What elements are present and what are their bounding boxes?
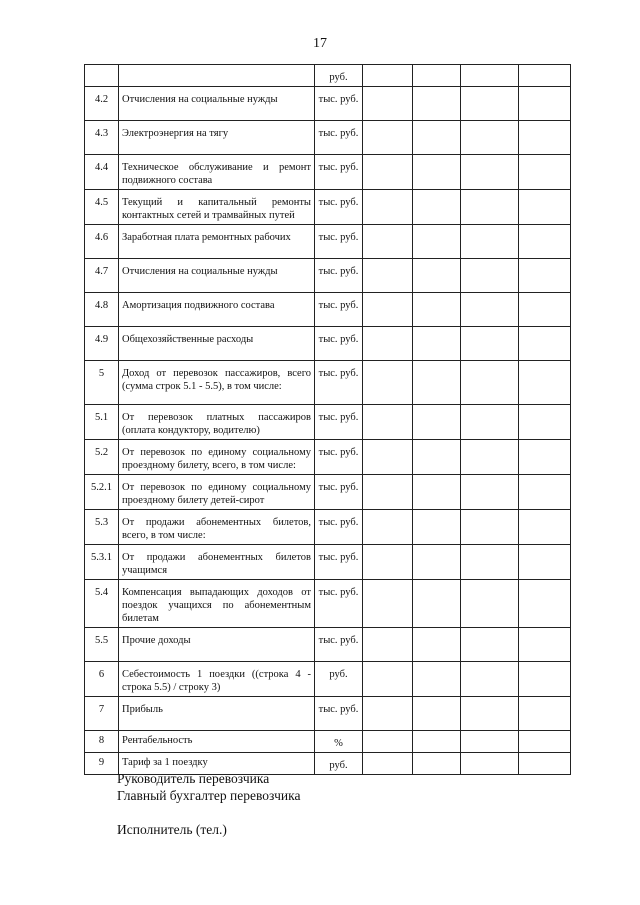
value-cell <box>413 475 461 510</box>
row-unit-cell: тыс. руб. <box>315 225 363 259</box>
value-cell <box>519 293 571 327</box>
table-row <box>85 440 571 475</box>
table-row <box>85 662 571 697</box>
row-name-cell: Текущий и капитальный ремонты контактных сетей и трамвайных путей <box>119 190 315 225</box>
value-cell <box>413 155 461 190</box>
page-number: 17 <box>313 36 327 51</box>
value-cell <box>519 155 571 190</box>
table-row <box>85 361 571 405</box>
row-name-cell: Общехозяйственные расходы <box>119 327 315 361</box>
value-cell <box>413 361 461 405</box>
value-cell <box>363 628 413 662</box>
row-unit-cell: тыс. руб. <box>315 510 363 545</box>
row-unit-cell: тыс. руб. <box>315 259 363 293</box>
table-row <box>85 65 571 87</box>
row-name-cell: От продажи абонементных билетов, всего, в том числе: <box>119 510 315 545</box>
row-name-cell: Заработная плата ремонтных рабочих <box>119 225 315 259</box>
value-cell <box>363 259 413 293</box>
value-cell <box>519 580 571 628</box>
value-cell <box>519 475 571 510</box>
value-cell <box>461 293 519 327</box>
row-name-cell: Себестоимость 1 поездки ((строка 4 - строка 5.5) / строку 3) <box>119 662 315 697</box>
row-unit-cell: руб. <box>315 753 363 775</box>
value-cell <box>519 731 571 753</box>
row-unit-cell: тыс. руб. <box>315 293 363 327</box>
table-row <box>85 510 571 545</box>
value-cell <box>519 190 571 225</box>
value-cell <box>363 190 413 225</box>
row-name-cell: Доход от перевозок пассажиров, всего (сумма строк 5.1 - 5.5), в том числе: <box>119 361 315 405</box>
row-number-cell: 4.5 <box>85 190 119 225</box>
row-name-cell: Отчисления на социальные нужды <box>119 259 315 293</box>
row-unit-cell: тыс. руб. <box>315 697 363 731</box>
value-cell <box>363 731 413 753</box>
value-cell <box>413 225 461 259</box>
row-name-cell: Прибыль <box>119 697 315 731</box>
value-cell <box>461 440 519 475</box>
row-unit-cell: тыс. руб. <box>315 475 363 510</box>
row-name-cell: От перевозок по единому социальному проездному билету детей-сирот <box>119 475 315 510</box>
value-cell <box>413 259 461 293</box>
row-number-cell: 4.4 <box>85 155 119 190</box>
value-cell <box>461 65 519 87</box>
row-number-cell: 4.2 <box>85 87 119 121</box>
row-number-cell: 4.8 <box>85 293 119 327</box>
row-number-cell: 4.6 <box>85 225 119 259</box>
row-unit-cell: % <box>315 731 363 753</box>
value-cell <box>413 697 461 731</box>
value-cell <box>413 190 461 225</box>
row-name-cell: Электроэнергия на тягу <box>119 121 315 155</box>
row-name-cell: От перевозок платных пассажиров (оплата кондуктору, водителю) <box>119 405 315 440</box>
row-name-cell <box>119 65 315 87</box>
value-cell <box>413 731 461 753</box>
row-number-cell: 5.1 <box>85 405 119 440</box>
table-row <box>85 293 571 327</box>
value-cell <box>519 628 571 662</box>
value-cell <box>461 628 519 662</box>
row-name-cell: Компенсация выпадающих доходов от поездок учащихся по абонементным билетам <box>119 580 315 628</box>
value-cell <box>519 753 571 775</box>
row-number-cell: 5.3.1 <box>85 545 119 580</box>
row-name-cell: Амортизация подвижного состава <box>119 293 315 327</box>
footer-line-accountant: Главный бухгалтер перевозчика <box>117 788 301 803</box>
row-number-cell: 9 <box>85 753 119 775</box>
row-unit-cell: тыс. руб. <box>315 545 363 580</box>
value-cell <box>363 475 413 510</box>
row-number-cell: 5.3 <box>85 510 119 545</box>
row-name-cell: Тариф за 1 поездку <box>119 753 315 775</box>
row-unit-cell: тыс. руб. <box>315 190 363 225</box>
value-cell <box>363 327 413 361</box>
value-cell <box>461 753 519 775</box>
value-cell <box>519 65 571 87</box>
table-row <box>85 405 571 440</box>
value-cell <box>519 121 571 155</box>
table-row <box>85 475 571 510</box>
row-number-cell: 5.5 <box>85 628 119 662</box>
row-unit-cell: тыс. руб. <box>315 327 363 361</box>
table-row <box>85 628 571 662</box>
row-unit-cell: тыс. руб. <box>315 628 363 662</box>
row-number-cell: 7 <box>85 697 119 731</box>
value-cell <box>413 545 461 580</box>
row-number-cell: 4.3 <box>85 121 119 155</box>
row-name-cell: От перевозок по единому социальному проездному билету, всего, в том числе: <box>119 440 315 475</box>
value-cell <box>461 545 519 580</box>
row-number-cell: 4.7 <box>85 259 119 293</box>
row-unit-cell: тыс. руб. <box>315 440 363 475</box>
value-cell <box>519 327 571 361</box>
cost-table <box>84 64 571 775</box>
value-cell <box>363 580 413 628</box>
table-row <box>85 87 571 121</box>
row-number-cell <box>85 65 119 87</box>
value-cell <box>363 510 413 545</box>
value-cell <box>461 580 519 628</box>
table-row <box>85 155 571 190</box>
row-unit-cell: тыс. руб. <box>315 580 363 628</box>
value-cell <box>519 440 571 475</box>
row-name-cell: Отчисления на социальные нужды <box>119 87 315 121</box>
row-unit-cell: тыс. руб. <box>315 121 363 155</box>
table-row <box>85 580 571 628</box>
row-unit-cell: тыс. руб. <box>315 405 363 440</box>
value-cell <box>363 87 413 121</box>
value-cell <box>413 440 461 475</box>
value-cell <box>519 510 571 545</box>
table-row <box>85 225 571 259</box>
value-cell <box>413 121 461 155</box>
value-cell <box>413 510 461 545</box>
value-cell <box>461 475 519 510</box>
value-cell <box>519 259 571 293</box>
value-cell <box>363 361 413 405</box>
row-number-cell: 5.4 <box>85 580 119 628</box>
value-cell <box>461 190 519 225</box>
row-name-cell: Прочие доходы <box>119 628 315 662</box>
value-cell <box>363 662 413 697</box>
value-cell <box>461 697 519 731</box>
value-cell <box>413 405 461 440</box>
row-unit-cell: тыс. руб. <box>315 87 363 121</box>
value-cell <box>461 225 519 259</box>
value-cell <box>363 440 413 475</box>
value-cell <box>413 327 461 361</box>
row-unit-cell: руб. <box>315 662 363 697</box>
value-cell <box>413 293 461 327</box>
value-cell <box>413 662 461 697</box>
value-cell <box>363 293 413 327</box>
value-cell <box>363 545 413 580</box>
value-cell <box>519 545 571 580</box>
table-row <box>85 731 571 753</box>
value-cell <box>461 731 519 753</box>
row-number-cell: 6 <box>85 662 119 697</box>
value-cell <box>413 65 461 87</box>
row-name-cell: От продажи абонементных билетов учащимся <box>119 545 315 580</box>
value-cell <box>413 628 461 662</box>
row-unit-cell: руб. <box>315 65 363 87</box>
table-row <box>85 545 571 580</box>
table-row <box>85 190 571 225</box>
value-cell <box>413 580 461 628</box>
table-row <box>85 121 571 155</box>
footer-line-manager: Руководитель перевозчика <box>117 771 270 786</box>
value-cell <box>461 155 519 190</box>
signature-block <box>117 770 300 838</box>
value-cell <box>461 87 519 121</box>
value-cell <box>519 405 571 440</box>
value-cell <box>461 405 519 440</box>
table-row <box>85 327 571 361</box>
value-cell <box>363 753 413 775</box>
value-cell <box>461 361 519 405</box>
value-cell <box>363 405 413 440</box>
value-cell <box>413 753 461 775</box>
value-cell <box>363 697 413 731</box>
row-number-cell: 8 <box>85 731 119 753</box>
value-cell <box>363 155 413 190</box>
row-number-cell: 4.9 <box>85 327 119 361</box>
table-row <box>85 697 571 731</box>
value-cell <box>363 65 413 87</box>
row-number-cell: 5.2.1 <box>85 475 119 510</box>
row-unit-cell: тыс. руб. <box>315 155 363 190</box>
value-cell <box>519 225 571 259</box>
value-cell <box>363 225 413 259</box>
value-cell <box>461 662 519 697</box>
value-cell <box>519 697 571 731</box>
row-unit-cell: тыс. руб. <box>315 361 363 405</box>
value-cell <box>519 361 571 405</box>
value-cell <box>461 259 519 293</box>
value-cell <box>519 662 571 697</box>
value-cell <box>519 87 571 121</box>
footer-line-executor: Исполнитель (тел.) <box>117 822 227 837</box>
table-row <box>85 259 571 293</box>
value-cell <box>461 327 519 361</box>
value-cell <box>461 121 519 155</box>
row-name-cell: Рентабельность <box>119 731 315 753</box>
row-name-cell: Техническое обслуживание и ремонт подвижного состава <box>119 155 315 190</box>
row-number-cell: 5.2 <box>85 440 119 475</box>
value-cell <box>461 510 519 545</box>
value-cell <box>363 121 413 155</box>
row-number-cell: 5 <box>85 361 119 405</box>
value-cell <box>413 87 461 121</box>
